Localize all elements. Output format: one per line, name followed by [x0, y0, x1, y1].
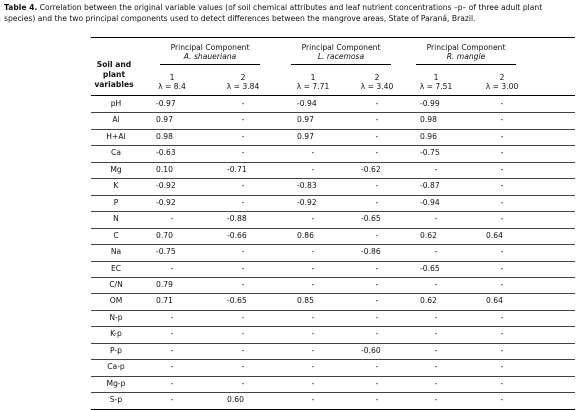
cell-9-5: -	[500, 247, 504, 257]
group-rule-1	[291, 64, 391, 65]
cell-5-5: -	[500, 181, 504, 191]
cell-10-4: -0.65	[420, 263, 440, 273]
cell-17-3: -	[375, 378, 379, 388]
cell-12-3: -	[375, 296, 379, 306]
cell-1-5: -	[500, 115, 504, 125]
cell-18-2: -	[311, 395, 315, 405]
cell-18-1: 0.60	[227, 395, 244, 405]
cell-15-2: -	[311, 345, 315, 355]
cell-10-2: -	[311, 263, 315, 273]
cell-2-0: 0.98	[156, 131, 173, 141]
cell-9-3: -0.86	[361, 247, 381, 257]
pc-number-0-0: 1	[169, 73, 175, 82]
cell-10-3: -	[375, 263, 379, 273]
row-label-header: Soil and plant variables	[94, 60, 134, 89]
cell-16-5: -	[500, 362, 504, 372]
cell-13-1: -	[241, 312, 245, 322]
cell-14-2: -	[311, 329, 315, 339]
cell-1-0: 0.97	[156, 115, 173, 125]
cell-0-4: -0.99	[420, 99, 440, 108]
cell-0-2: -0.94	[297, 99, 317, 108]
cell-12-4: 0.62	[420, 296, 437, 306]
row-label-12: OM	[109, 296, 123, 306]
cell-12-0: 0.71	[156, 296, 173, 306]
row-label-3: Ca	[111, 148, 121, 158]
cell-8-0: 0.70	[156, 230, 173, 240]
pc-number-0-1: 2	[240, 73, 246, 82]
cell-14-3: -	[375, 329, 379, 339]
cell-12-1: -0.65	[227, 296, 247, 306]
row-label-8: C	[113, 230, 119, 240]
cell-7-3: -0.65	[361, 214, 381, 224]
cell-3-5: -	[500, 148, 504, 158]
cell-6-1: -	[241, 197, 245, 207]
cell-4-0: 0.10	[156, 164, 173, 174]
cell-17-0: -	[170, 378, 174, 388]
pc-number-1-0: 1	[310, 73, 316, 82]
cell-7-5: -	[500, 214, 504, 224]
pc-lambda-0-0: λ = 8.4	[158, 82, 186, 91]
cell-16-0: -	[170, 362, 174, 372]
row-label-4: Mg	[110, 164, 122, 174]
cell-7-4: -	[434, 214, 438, 224]
caption-text: Correlation between the original variable values (of soil chemical attributes and leaf nutrient concentrations –p– of three adult plant species) and the two principal components used to detect differences between the mangrove areas, State of Paraná, Brazil.	[4, 3, 543, 23]
row-label-9: Na	[110, 247, 122, 257]
cell-10-0: -	[170, 263, 174, 273]
cell-16-1: -	[241, 362, 245, 372]
group-species-0: A. shaueriana	[183, 52, 237, 61]
cell-15-3: -0.60	[361, 345, 381, 355]
pc-lambda-1-1: λ = 3.40	[360, 82, 394, 91]
group-title-2: Principal Component	[426, 43, 506, 52]
cell-4-3: -0.62	[361, 164, 381, 174]
pc-lambda-0-1: λ = 3.84	[226, 82, 260, 91]
pc-number-1-1: 2	[374, 73, 380, 82]
cell-8-3: -	[375, 230, 379, 240]
cell-13-0: -	[170, 312, 174, 322]
row-label-2: H+Al	[106, 131, 126, 141]
row-label-11: C/N	[109, 279, 123, 289]
cell-0-3: -	[375, 99, 379, 108]
table-caption	[4, 2, 570, 24]
row-label-0: pH	[110, 99, 122, 108]
pc-number-2-1: 2	[499, 73, 505, 82]
cell-1-2: 0.97	[297, 115, 314, 125]
cell-11-2: -	[311, 279, 315, 289]
cell-16-4: -	[434, 362, 438, 372]
row-label-14: K-p	[110, 329, 122, 339]
cell-16-2: -	[311, 362, 315, 372]
cell-6-3: -	[375, 197, 379, 207]
cell-9-0: -0.75	[156, 247, 176, 257]
cell-16-3: -	[375, 362, 379, 372]
cell-0-0: -0.97	[156, 99, 176, 108]
cell-13-2: -	[311, 312, 315, 322]
cell-1-4: 0.98	[420, 115, 437, 125]
cell-11-3: -	[375, 279, 379, 289]
cell-4-2: -	[311, 164, 315, 174]
row-label-5: K	[113, 181, 119, 191]
cell-13-5: -	[500, 312, 504, 322]
cell-9-1: -	[241, 247, 245, 257]
cell-13-4: -	[434, 312, 438, 322]
cell-17-2: -	[311, 378, 315, 388]
cell-4-1: -0.71	[227, 164, 247, 174]
cell-15-1: -	[241, 345, 245, 355]
cell-15-4: -	[434, 345, 438, 355]
cell-3-3: -	[375, 148, 379, 158]
cell-17-1: -	[241, 378, 245, 388]
cell-1-3: -	[375, 115, 379, 125]
cell-11-4: -	[434, 279, 438, 289]
pc-lambda-2-1: λ = 3.00	[485, 82, 519, 91]
cell-14-1: -	[241, 329, 245, 339]
cell-17-5: -	[500, 378, 504, 388]
cell-10-5: -	[500, 263, 504, 273]
pc-lambda-1-0: λ = 7.71	[296, 82, 330, 91]
cell-7-1: -0.88	[227, 214, 247, 224]
cell-17-4: -	[434, 378, 438, 388]
cell-8-5: 0.64	[486, 230, 503, 240]
cell-11-1: -	[241, 279, 245, 289]
cell-14-0: -	[170, 329, 174, 339]
cell-3-2: -	[311, 148, 315, 158]
cell-8-1: -0.66	[227, 230, 247, 240]
cell-15-5: -	[500, 345, 504, 355]
row-label-15: P-p	[110, 345, 122, 355]
group-rule-0	[160, 64, 260, 65]
row-label-6: P	[113, 197, 119, 207]
row-label-17: Mg-p	[106, 378, 126, 388]
row-label-1: Al	[112, 115, 120, 125]
cell-2-1: -	[241, 131, 245, 141]
group-title-1: Principal Component	[301, 43, 381, 52]
cell-6-5: -	[500, 197, 504, 207]
cell-12-5: 0.64	[486, 296, 503, 306]
cell-14-5: -	[500, 329, 504, 339]
cell-18-5: -	[500, 395, 504, 405]
cell-5-1: -	[241, 181, 245, 191]
cell-2-3: -	[375, 131, 379, 141]
cell-18-0: -	[170, 395, 174, 405]
cell-5-4: -0.87	[420, 181, 440, 191]
cell-5-0: -0.92	[156, 181, 176, 191]
cell-11-0: 0.79	[156, 279, 173, 289]
cell-9-2: -	[311, 247, 315, 257]
cell-18-4: -	[434, 395, 438, 405]
table-top-rule	[91, 37, 575, 38]
cell-6-2: -0.92	[297, 197, 317, 207]
cell-3-0: -0.63	[156, 148, 176, 158]
cell-5-2: -0.83	[297, 181, 317, 191]
cell-6-4: -0.94	[420, 197, 440, 207]
group-species-1: L. racemosa	[317, 52, 365, 61]
cell-2-2: 0.97	[297, 131, 314, 141]
cell-2-4: 0.96	[420, 131, 437, 141]
row-label-13: N-p	[109, 312, 123, 322]
row-label-18: S-p	[109, 395, 123, 405]
caption-label: Table 4.	[4, 3, 38, 12]
row-label-10: EC	[110, 263, 122, 273]
cell-10-1: -	[241, 263, 245, 273]
cell-3-1: -	[241, 148, 245, 158]
cell-13-3: -	[375, 312, 379, 322]
pc-number-2-0: 1	[433, 73, 439, 82]
cell-11-5: -	[500, 279, 504, 289]
cell-0-5: -	[500, 99, 504, 108]
cell-9-4: -	[434, 247, 438, 257]
cell-15-0: -	[170, 345, 174, 355]
cell-6-0: -0.92	[156, 197, 176, 207]
table-bottom-rule	[91, 409, 575, 410]
cell-4-4: -	[434, 164, 438, 174]
pc-lambda-2-0: λ = 7.51	[419, 82, 453, 91]
cell-8-2: 0.86	[297, 230, 314, 240]
cell-14-4: -	[434, 329, 438, 339]
cell-3-4: -0.75	[420, 148, 440, 158]
cell-2-5: -	[500, 131, 504, 141]
group-species-2: R. mangle	[446, 52, 486, 61]
cell-7-2: -	[311, 214, 315, 224]
row-label-16: Ca-p	[107, 362, 125, 372]
cell-18-3: -	[375, 395, 379, 405]
cell-12-2: 0.85	[297, 296, 314, 306]
row-label-7: N	[113, 214, 119, 224]
group-rule-2	[416, 64, 516, 65]
cell-8-4: 0.62	[420, 230, 437, 240]
cell-5-3: -	[375, 181, 379, 191]
group-title-0: Principal Component	[170, 43, 250, 52]
cell-0-1: -	[241, 99, 245, 108]
cell-7-0: -	[170, 214, 174, 224]
cell-1-1: -	[241, 115, 245, 125]
cell-4-5: -	[500, 164, 504, 174]
